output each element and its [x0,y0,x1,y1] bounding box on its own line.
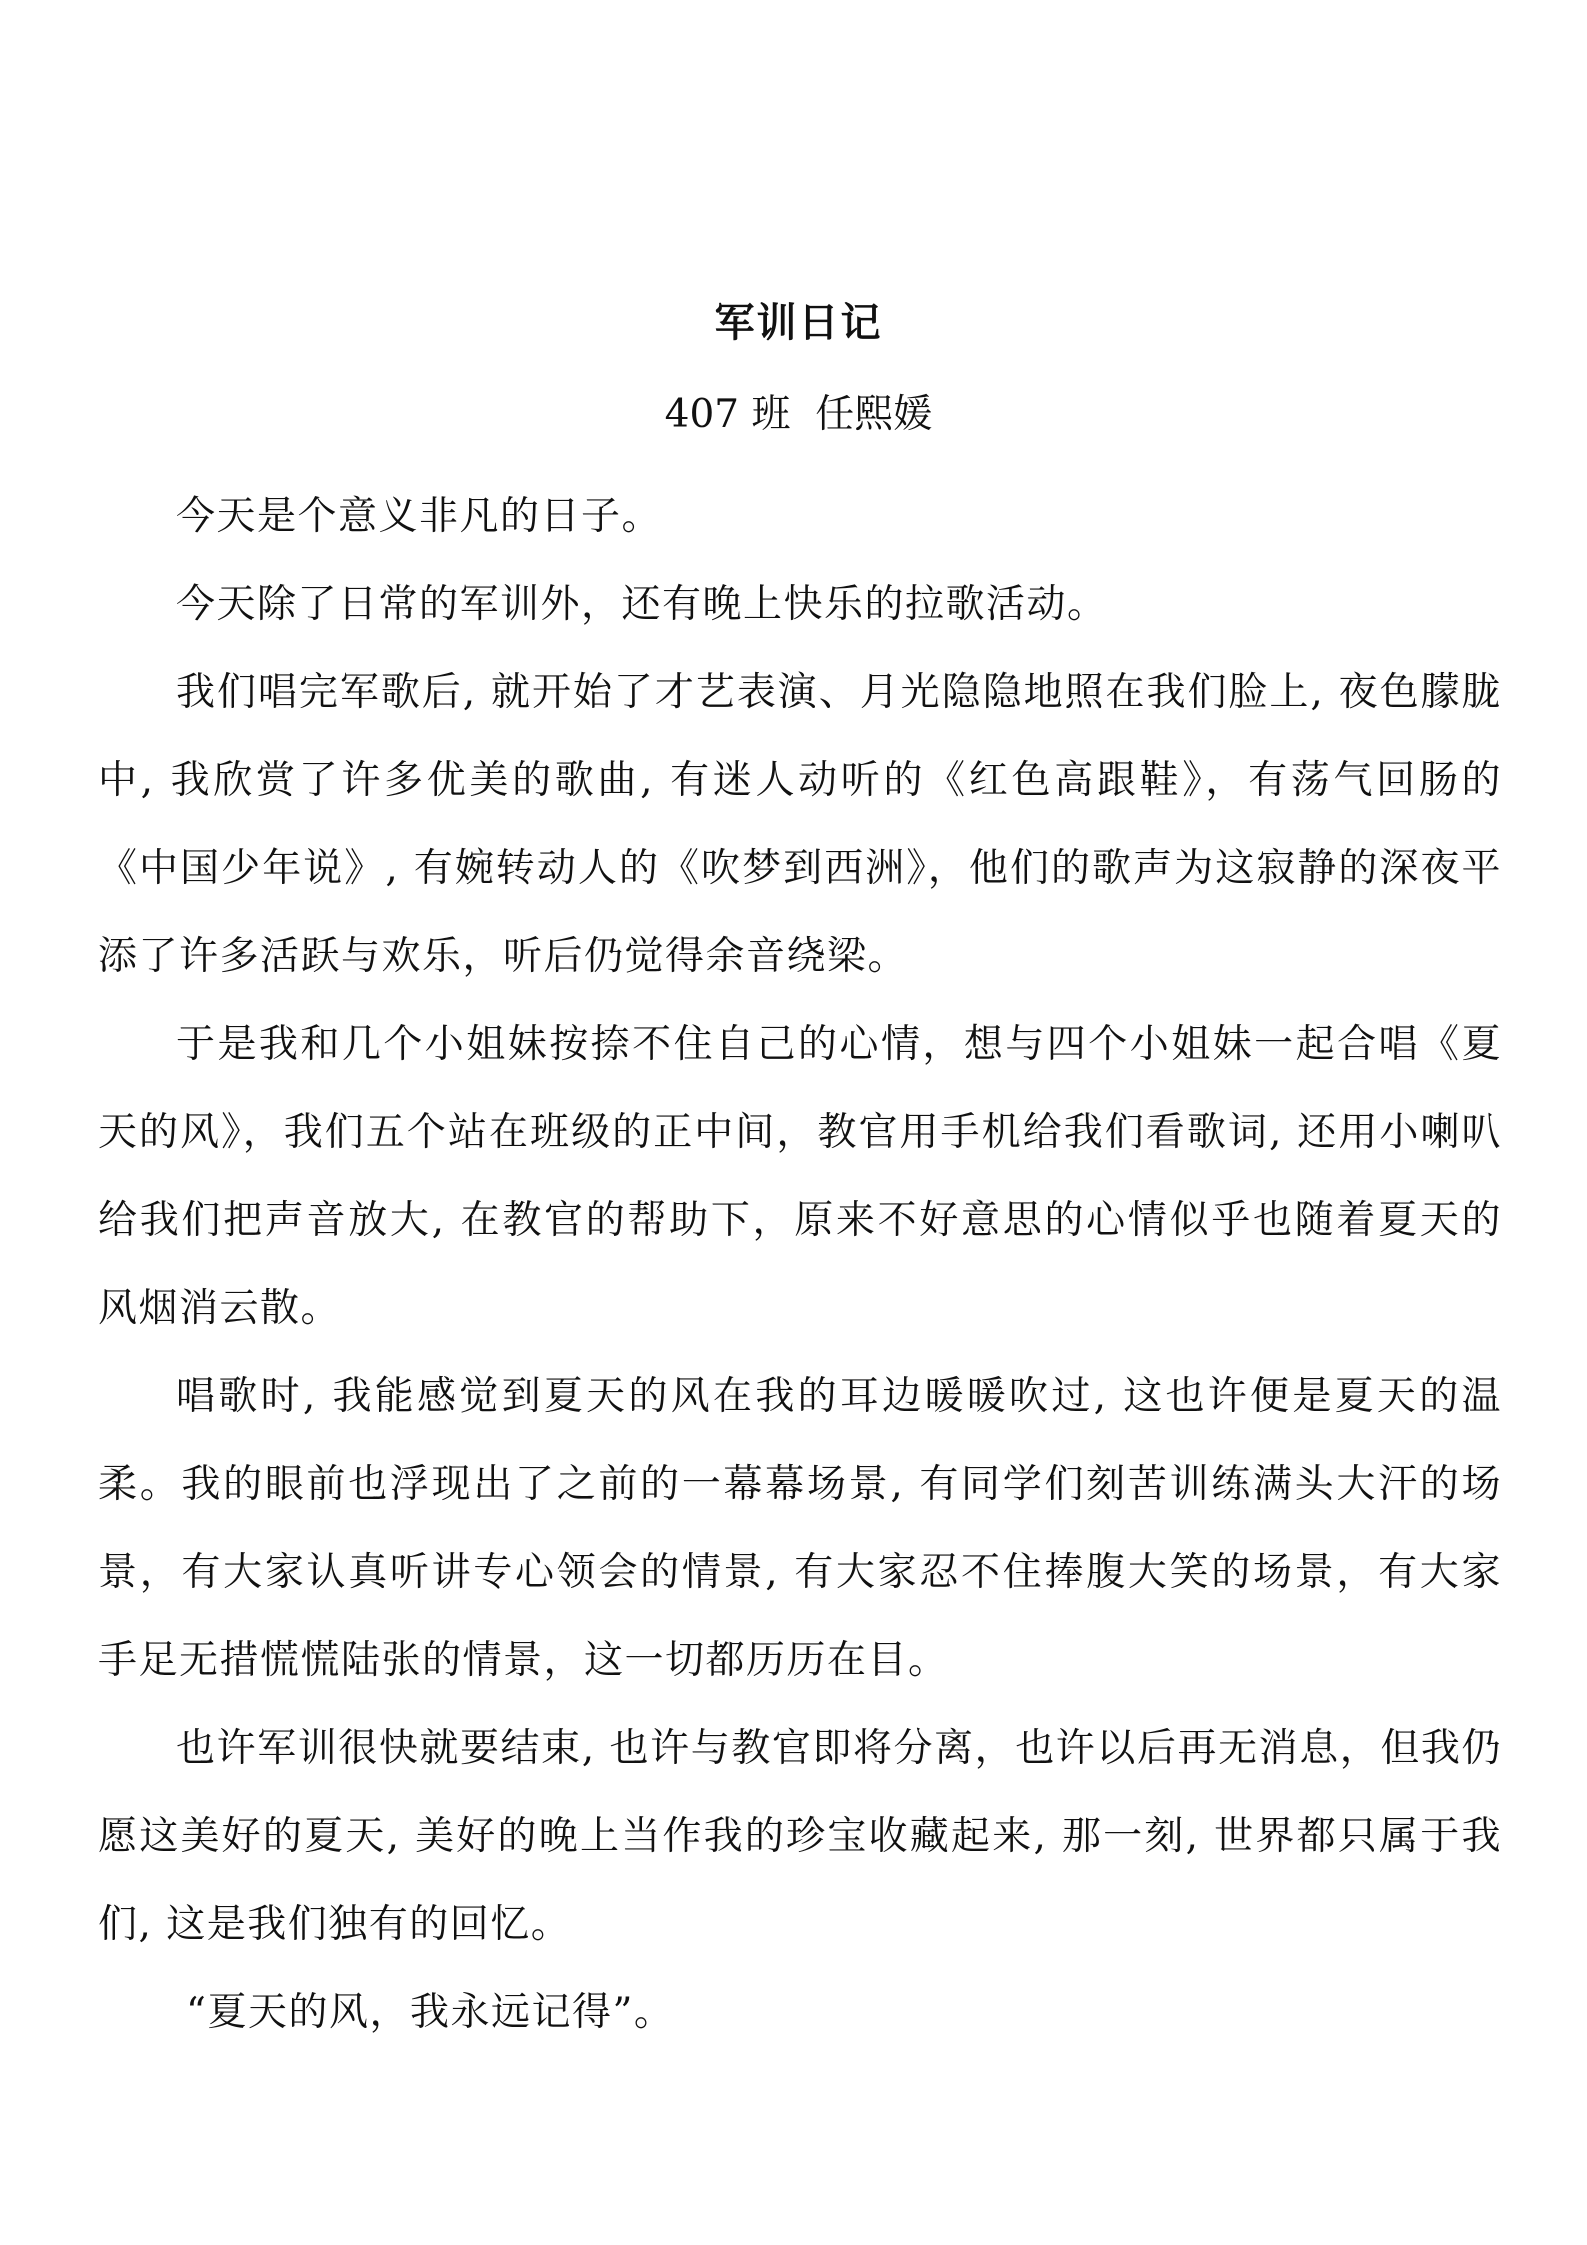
paragraph: 唱歌时, 我能感觉到夏天的风在我的耳边暖暖吹过, 这也许便是夏天的温柔。我的眼前也浮现出了之前的一幕幕场景, 有同学们刻苦训练满头大汗的场景，有大家认真听讲专心领会的情景, 有大家忍不住捧腹大笑的场景，有大家手足无措慌慌陆张的情景，这一切都历历在目。 [98,1374,1502,1683]
document-body [98,473,1502,2057]
paragraph: 也许军训很快就要结束, 也许与教官即将分离，也许以后再无消息，但我仍愿这美好的夏天, 美好的晚上当作我的珍宝收藏起来, 那一刻, 世界都只属于我们, 这是我们独有的回忆。 [98,1726,1502,1947]
author-byline: 407 班 任熙媛 [664,392,933,437]
paragraph: 今天是个意义非凡的日子。 [176,494,663,539]
paragraph: 我们唱完军歌后, 就开始了才艺表演、月光隐隐地照在我们脸上, 夜色朦胧中, 我欣赏了许多优美的歌曲, 有迷人动听的《红色高跟鞋》，有荡气回肠的《中国少年说》, 有婉转动人的《吹梦到西洲》，他们的歌声为这寂静的深夜平添了许多活跃与欢乐，听后仍觉得余音绕梁。 [98,670,1502,979]
paragraph: 今天除了日常的军训外，还有晚上快乐的拉歌活动。 [176,582,1108,627]
document-title: 军训日记 [714,300,883,346]
closing-quote: “夏天的风，我永远记得”。 [186,1990,675,2035]
paragraph: 于是我和几个小姐妹按捺不住自己的心情，想与四个小姐妹一起合唱《夏天的风》，我们五个站在班级的正中间，教官用手机给我们看歌词, 还用小喇叭给我们把声音放大, 在教官的帮助下，原来不好意思的心情似乎也随着夏天的风烟消云散。 [98,1022,1502,1331]
